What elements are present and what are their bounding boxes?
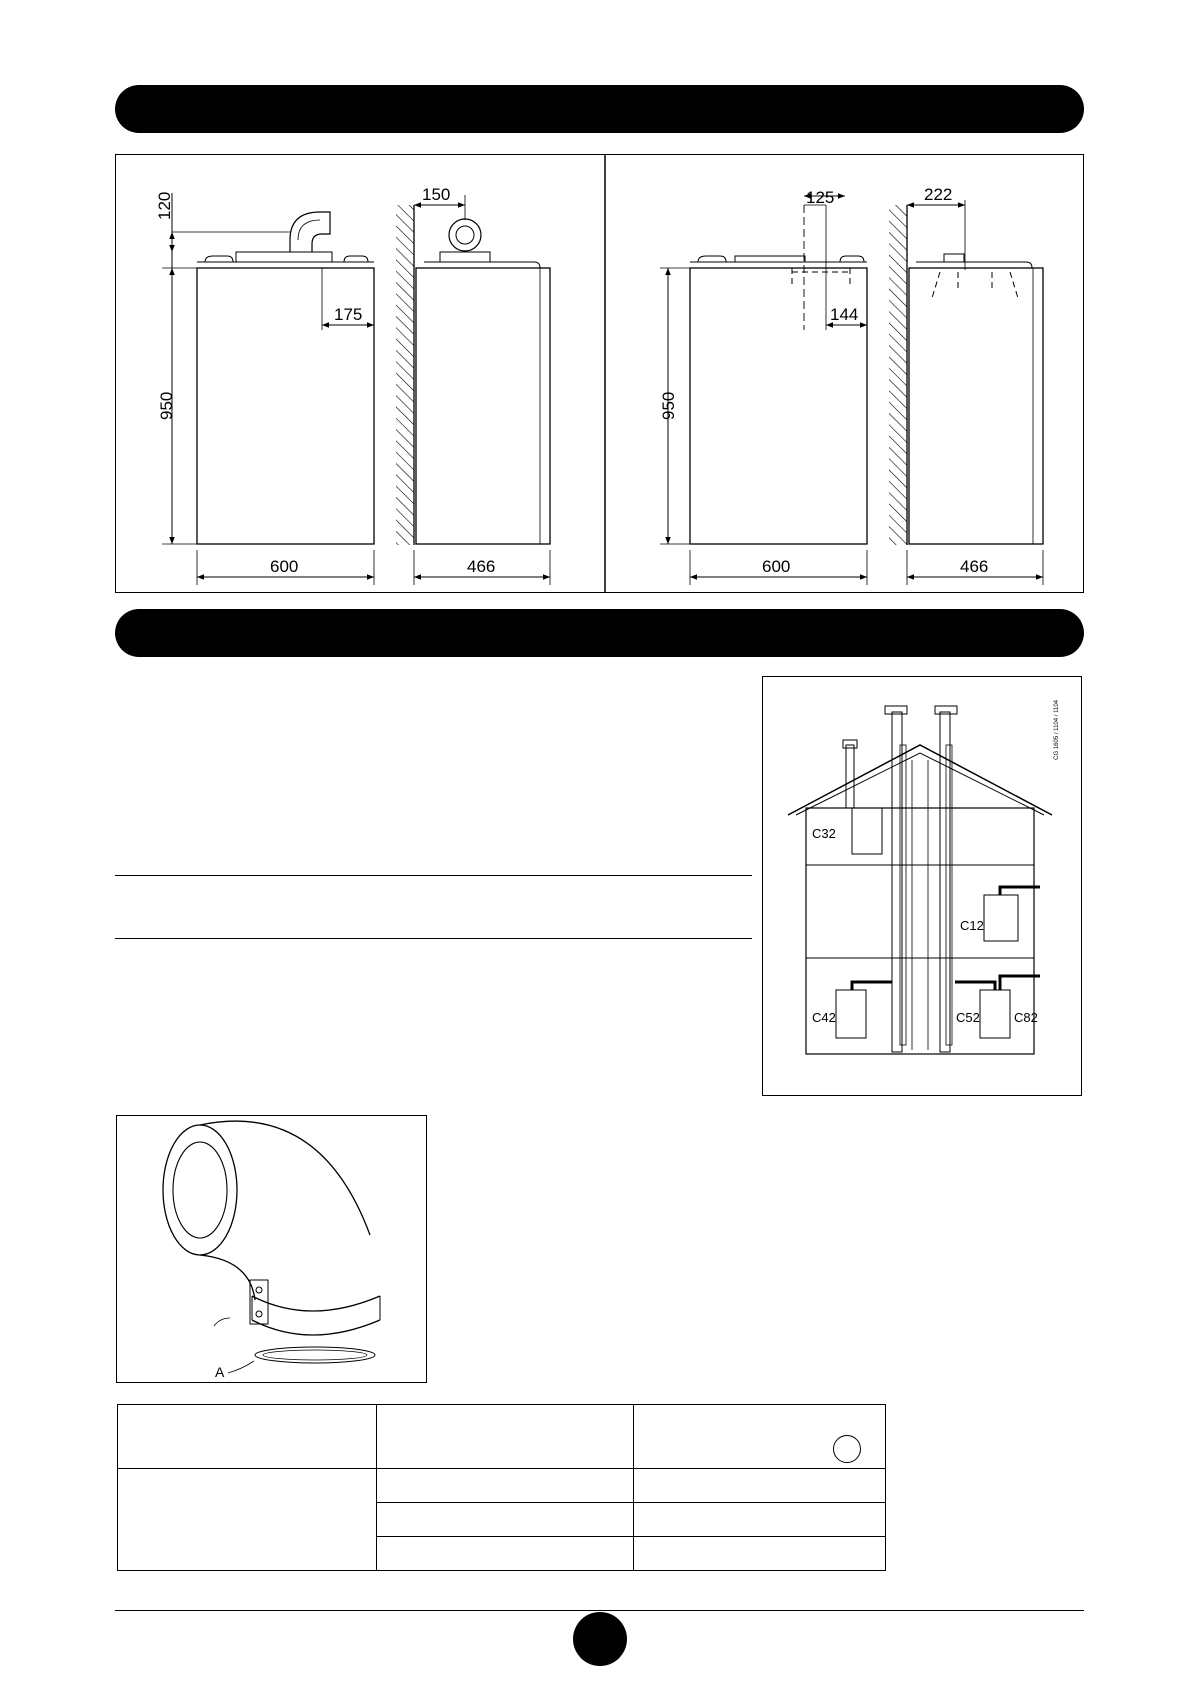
table-cell-header-3 xyxy=(634,1405,886,1469)
separator-line-1 xyxy=(115,875,752,876)
table-cell-row-label xyxy=(118,1469,377,1571)
house-diagram-frame xyxy=(762,676,1082,1096)
table-row xyxy=(377,1537,634,1571)
label-a: A xyxy=(215,1364,225,1380)
label-c82: C82 xyxy=(1014,1010,1038,1025)
page-number-badge xyxy=(573,1612,627,1666)
dim-120: 120 xyxy=(155,191,174,220)
dim-222: 222 xyxy=(924,185,953,204)
circle-marker xyxy=(833,1435,861,1463)
dim-466-right: 466 xyxy=(960,557,989,576)
table-cell-header-2 xyxy=(377,1405,634,1469)
table-row xyxy=(377,1469,634,1503)
table-row xyxy=(377,1503,634,1537)
separator-line-2 xyxy=(115,938,752,939)
dim-600-left: 600 xyxy=(270,557,299,576)
dim-950-left: 950 xyxy=(157,391,176,420)
dim-950-right: 950 xyxy=(659,391,678,420)
dim-466-left: 466 xyxy=(467,557,496,576)
dim-144: 144 xyxy=(830,305,859,324)
table-cell-header-1 xyxy=(118,1405,377,1469)
dim-600-right: 600 xyxy=(762,557,791,576)
dim-175: 175 xyxy=(334,305,363,324)
diagram-code: CG 1605 / 1104 / 1104 xyxy=(1054,700,1060,760)
footer-line xyxy=(115,1610,1084,1611)
spec-table xyxy=(117,1404,886,1571)
dim-125: 125 xyxy=(806,188,835,207)
table-row xyxy=(634,1537,886,1571)
table-row xyxy=(634,1469,886,1503)
label-c32: C32 xyxy=(812,826,836,841)
label-c42: C42 xyxy=(812,1010,836,1025)
label-c52: C52 xyxy=(956,1010,980,1025)
elbow-diagram-frame xyxy=(116,1115,427,1383)
label-c12: C12 xyxy=(960,918,984,933)
table-row xyxy=(634,1503,886,1537)
dim-150: 150 xyxy=(422,185,451,204)
